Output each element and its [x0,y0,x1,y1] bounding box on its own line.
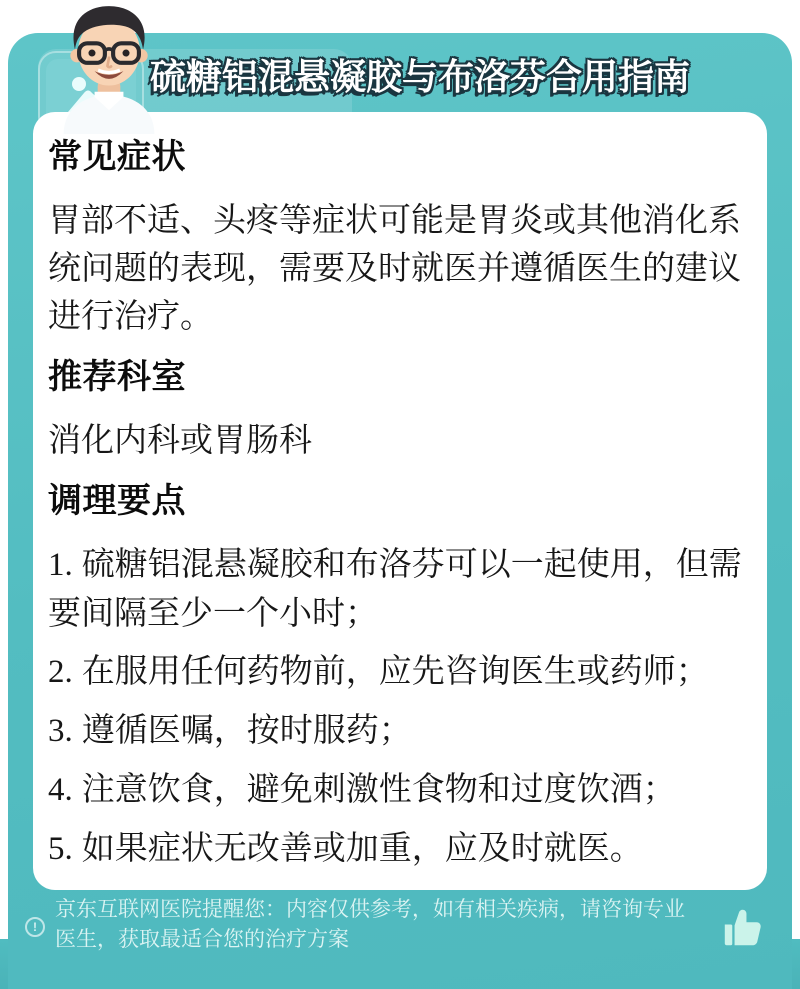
list-item [48,824,752,873]
list-item-number: 1. [48,547,73,583]
list-item-number: 2. [48,654,73,690]
disclaimer-text: 京东互联网医院提醒您：内容仅供参考，如有相关疾病，请咨询专业医生，获取最适合您的治疗方案 [55,898,685,951]
section-heading-department: 推荐科室 [48,358,186,396]
list-item-number: 3. [48,713,73,749]
list-item [48,765,752,814]
list-item [48,540,752,637]
list-item-text: 在服用任何药物前，应先咨询医生或药师； [81,652,709,689]
list-item [48,647,752,696]
doctor-avatar [46,2,172,134]
list-item [48,706,752,755]
section-heading-key-points: 调理要点 [48,482,186,520]
list-item-text: 如果症状无改善或加重，应及时就医。 [81,829,643,866]
page-title: 硫糖铝混悬凝胶与布洛芬合用指南 [150,56,691,97]
thumbs-up-icon[interactable] [720,905,766,951]
list-item-text: 硫糖铝混悬凝胶和布洛芬可以一起使用，但需要间隔至少一个小时； [48,545,742,631]
list-item-number: 4. [48,772,73,808]
department-text: 消化内科或胃肠科 [48,421,312,458]
section-heading-symptoms: 常见症状 [48,138,186,176]
content-card [33,112,767,890]
guide-bubble [8,33,792,989]
alert-circle-icon: ! [25,917,45,937]
list-item-text: 注意饮食，避免刺激性食物和过度饮酒； [81,770,676,807]
symptoms-text: 胃部不适、头疼等症状可能是胃炎或其他消化系统问题的表现，需要及时就医并遵循医生的建议进行治疗。 [48,201,741,334]
list-item-number: 5. [48,831,73,867]
list-item-text: 遵循医嘱，按时服药； [81,711,412,748]
